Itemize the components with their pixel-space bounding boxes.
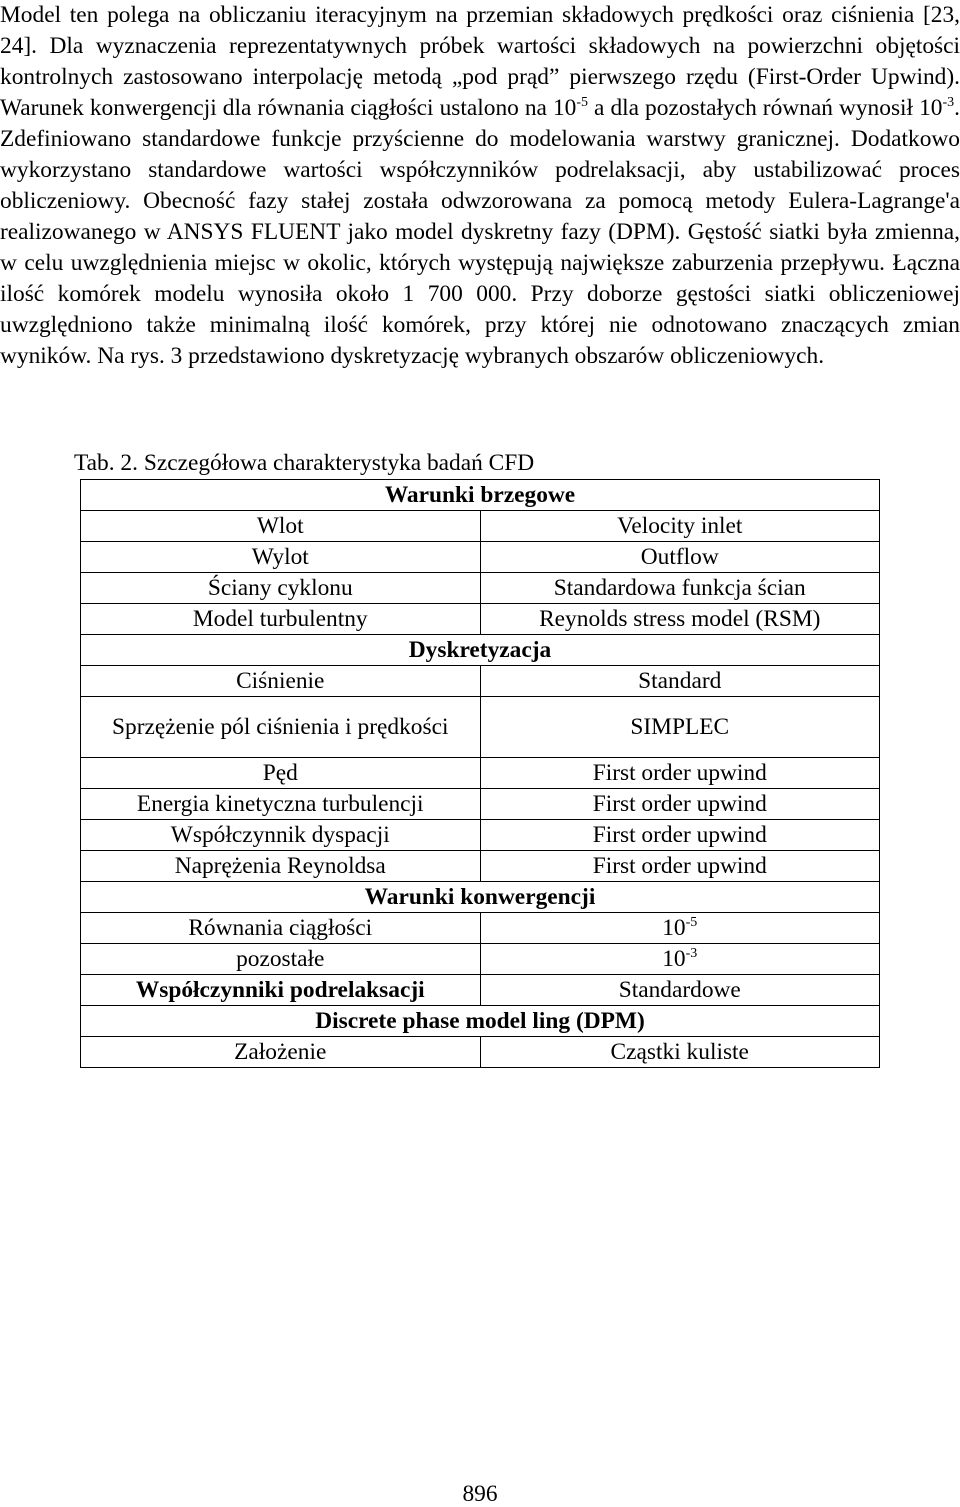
table-row [81,758,880,789]
table-row [81,697,880,758]
row-value-underrelaxation: Standardowe [480,975,880,1006]
row-value: Reynolds stress model (RSM) [480,604,880,635]
section-header-discretization: Dyskretyzacja [81,635,880,666]
row-label: Pęd [81,758,481,789]
table-row [81,851,880,882]
section-row [81,1006,880,1037]
row-value [480,944,880,975]
row-value: First order upwind [480,820,880,851]
row-label: pozostałe [81,944,481,975]
paragraph-text-2: a dla pozostałych równań wynosił 10 [588,95,943,121]
body-paragraph [0,0,960,372]
row-value [480,913,880,944]
row-label: Wylot [81,542,481,573]
value-base: 10 [662,945,686,972]
row-value: First order upwind [480,758,880,789]
table-row [81,511,880,542]
table-row [81,789,880,820]
table-row [81,820,880,851]
row-label: Model turbulentny [81,604,481,635]
section-header-convergence: Warunki konwergencji [81,882,880,913]
row-value: Velocity inlet [480,511,880,542]
table-row [81,604,880,635]
exponent-other: -3 [942,95,955,110]
table-row [81,573,880,604]
row-value: Cząstki kuliste [480,1037,880,1068]
table-row [81,944,880,975]
table-row [81,666,880,697]
row-value: Standardowa funkcja ścian [480,573,880,604]
value-exponent: -3 [685,945,698,961]
row-value: First order upwind [480,789,880,820]
value-exponent: -5 [685,914,698,930]
row-label: Naprężenia Reynoldsa [81,851,481,882]
section-row [81,635,880,666]
row-label: Energia kinetyczna turbulencji [81,789,481,820]
section-row [81,882,880,913]
row-label: Równania ciągłości [81,913,481,944]
row-label: Wlot [81,511,481,542]
row-value: Outflow [480,542,880,573]
paragraph-text-3: . Zdefiniowano standardowe funkcje przyścienne do modelowania warstwy granicznej. Dodatkowo wykorzystano standardowe wartości współczynników podrelaksacji, aby ustabilizować proces obliczeniowy. Obecność fazy stałej została odwzorowana za pomocą metody Eulera-Lagrange'a realizowanego w ANSYS FLUENT jako model dyskretny fazy (DPM). Gęstość siatki była zmienna, w celu uwzględnienia miejsc w okolic, których występują największe zaburzenia przepływu. Łączna ilość komórek modelu wynosiła około 1 700 000. Przy doborze gęstości siatki obliczeniowej uwzględniono także minimalną ilość komórek, przy której nie odnotowano znaczących zmian wyników. Na rys. 3 przedstawiono dyskretyzację wybranych obszarów obliczeniowych. [0,95,960,369]
row-value: SIMPLEC [480,697,880,758]
row-label: Ciśnienie [81,666,481,697]
section-row [81,480,880,511]
row-label: Współczynnik dyspacji [81,820,481,851]
table-row [81,1037,880,1068]
row-label: Założenie [81,1037,481,1068]
table-row [81,542,880,573]
row-label-underrelaxation: Współczynniki podrelaksacji [81,975,481,1006]
row-value: Standard [480,666,880,697]
table-row [81,975,880,1006]
table-row [81,913,880,944]
value-base: 10 [662,914,686,941]
cfd-parameters-table [80,479,880,1068]
row-label: Ściany cyklonu [81,573,481,604]
row-label: Sprzężenie pól ciśnienia i prędkości [81,697,481,758]
row-value: First order upwind [480,851,880,882]
exponent-continuity: -5 [576,95,589,110]
table-caption: Tab. 2. Szczegółowa charakterystyka badań CFD [74,450,535,476]
page-number: 896 [462,1481,498,1507]
paragraph-text-1: Model ten polega na obliczaniu iteracyjnym na przemian składowych prędkości oraz ciśnienia [23, 24]. Dla wyznaczenia reprezentatywnych próbek wartości składowych na powierzchni objętości kontrolnych zastosowano interpolację metodą „pod prąd” pierwszego rzędu (First-Order Upwind). Warunek konwergencji dla równania ciągłości ustalono na 10 [0,2,960,121]
section-header-dpm: Discrete phase model ling (DPM) [81,1006,880,1037]
section-header-boundary: Warunki brzegowe [81,480,880,511]
